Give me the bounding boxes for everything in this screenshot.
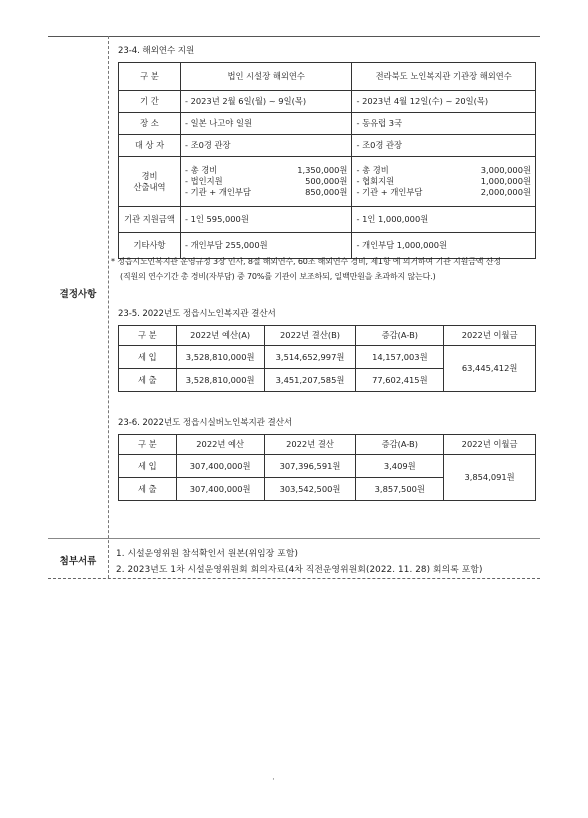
row-label-target: 대 상 자 [119, 135, 181, 157]
table-row [119, 135, 536, 157]
regulation-note: * 정읍시노인복지관 운영규정 3장 인사, 8절 해외연수, 60조 해외연수 경비, 제1항 에 의거하여 기관 지원금액 산정 [111, 257, 501, 266]
cost-value: 850,000원 [305, 187, 348, 197]
section-divider [48, 538, 540, 539]
table-header-row [119, 326, 536, 346]
cell-carryover: 63,445,412원 [444, 346, 536, 392]
cost-item: - 기관 + 개인부담 [356, 187, 423, 197]
table-row [119, 233, 536, 259]
cell-period-a: - 2023년 2월 6일(월) ~ 9일(목) [180, 91, 351, 113]
row-label-revenue: 세 입 [119, 455, 177, 478]
header-province-training: 전라북도 노인복지관 기관장 해외연수 [352, 63, 536, 91]
row-label-period: 기 간 [119, 91, 181, 113]
cost-line [356, 187, 531, 198]
settlement-table-jeongeup [118, 325, 536, 392]
cost-value: 3,000,000원 [480, 165, 531, 175]
row-label-place: 장 소 [119, 113, 181, 135]
cell-budget: 307,400,000원 [176, 478, 264, 501]
header-settlement: 2022년 결산 [264, 435, 356, 455]
attachment-item: 2. 2023년도 1차 시설운영위원회 회의자료(4차 직전운영위원회(2022. 11. 28) 회의록 포함) [116, 565, 483, 575]
cost-value: 2,000,000원 [480, 187, 531, 197]
cell-difference: 14,157,003원 [356, 346, 444, 369]
cost-value: 1,000,000원 [480, 176, 531, 186]
section-23-4-title: 23-4. 해외연수 지원 [118, 46, 195, 56]
cost-item: - 협회지원 [356, 176, 395, 186]
cost-item: - 총 경비 [356, 165, 389, 175]
table-row [119, 346, 536, 369]
header-carryover: 2022년 이월금 [444, 326, 536, 346]
cell-difference: 3,857,500원 [356, 478, 444, 501]
cell-cost-b [352, 157, 536, 207]
cell-target-b: - 조0경 관장 [352, 135, 536, 157]
section-23-6-title: 23-6. 2022년도 정읍시실버노인복지관 결산서 [118, 418, 293, 428]
cell-budget: 3,528,810,000원 [176, 346, 264, 369]
cost-line [185, 176, 347, 187]
table-row [119, 157, 536, 207]
cost-line [356, 176, 531, 187]
header-category: 구 분 [119, 435, 177, 455]
cell-etc-a: - 개인부담 255,000원 [180, 233, 351, 259]
table-row [119, 455, 536, 478]
header-corp-training: 법인 시설장 해외연수 [180, 63, 351, 91]
header-difference: 증감(A-B) [356, 326, 444, 346]
cell-place-a: - 일본 나고야 일원 [180, 113, 351, 135]
cost-line [185, 165, 347, 176]
cell-difference: 3,409원 [356, 455, 444, 478]
attachments-label: 첨부서류 [59, 556, 97, 567]
cell-settlement: 303,542,500원 [264, 478, 356, 501]
cell-budget: 3,528,810,000원 [176, 369, 264, 392]
regulation-note-detail: (직원의 연수기간 총 경비(자부담) 중 70%를 기관이 보조하되, 일백만원을 초과하지 않는다.) [120, 272, 436, 281]
attachment-item: 1. 시설운영위원 참석확인서 원본(위임장 포함) [116, 549, 299, 559]
cell-etc-b: - 개인부담 1,000,000원 [352, 233, 536, 259]
decision-label: 결정사항 [59, 289, 97, 300]
bottom-rule [48, 578, 540, 579]
cost-item: - 총 경비 [184, 165, 218, 175]
header-category: 구 분 [119, 326, 177, 346]
cost-line [185, 187, 347, 198]
table-header-row [119, 63, 536, 91]
header-budget: 2022년 예산 [176, 435, 264, 455]
overseas-training-table [118, 62, 536, 259]
cell-budget: 307,400,000원 [176, 455, 264, 478]
cell-settlement: 307,396,591원 [264, 455, 356, 478]
cost-value: 500,000원 [305, 176, 348, 186]
row-label-revenue: 세 입 [119, 346, 177, 369]
top-rule [48, 36, 540, 37]
header-category: 구 분 [119, 63, 181, 91]
table-row [119, 91, 536, 113]
section-23-5-title: 23-5. 2022년도 정읍시노인복지관 결산서 [118, 309, 276, 319]
cost-line [356, 165, 531, 176]
header-budget: 2022년 예산(A) [176, 326, 264, 346]
cell-target-a: - 조0경 관장 [180, 135, 351, 157]
row-label-etc: 기타사항 [119, 233, 181, 259]
cell-cost-a [180, 157, 351, 207]
cell-support-b: - 1인 1,000,000원 [352, 207, 536, 233]
cell-period-b: - 2023년 4월 12일(수) ~ 20일(목) [352, 91, 536, 113]
table-header-row [119, 435, 536, 455]
header-settlement: 2022년 결산(B) [264, 326, 356, 346]
page-dot: · [272, 775, 275, 785]
header-difference: 증감(A-B) [356, 435, 444, 455]
cost-label-line2: 산출내역 [133, 181, 166, 192]
cost-value: 1,350,000원 [297, 165, 348, 175]
cell-settlement: 3,451,207,585원 [264, 369, 356, 392]
cell-support-a: - 1인 595,000원 [180, 207, 351, 233]
header-carryover: 2022년 이월금 [444, 435, 536, 455]
cell-place-b: - 동유럽 3국 [352, 113, 536, 135]
cell-settlement: 3,514,652,997원 [264, 346, 356, 369]
cost-item: - 기관 + 개인부담 [184, 187, 251, 197]
row-label-cost [119, 157, 181, 207]
settlement-table-silver [118, 434, 536, 501]
row-label-expenditure: 세 출 [119, 369, 177, 392]
cell-difference: 77,602,415원 [356, 369, 444, 392]
cell-carryover: 3,854,091원 [444, 455, 536, 501]
table-row [119, 207, 536, 233]
cost-label-line1: 경비 [141, 170, 158, 181]
row-label-support: 기관 지원금액 [119, 207, 181, 233]
row-label-expenditure: 세 출 [119, 478, 177, 501]
cost-item: - 법인지원 [184, 176, 223, 186]
column-divider [108, 36, 109, 578]
table-row [119, 113, 536, 135]
